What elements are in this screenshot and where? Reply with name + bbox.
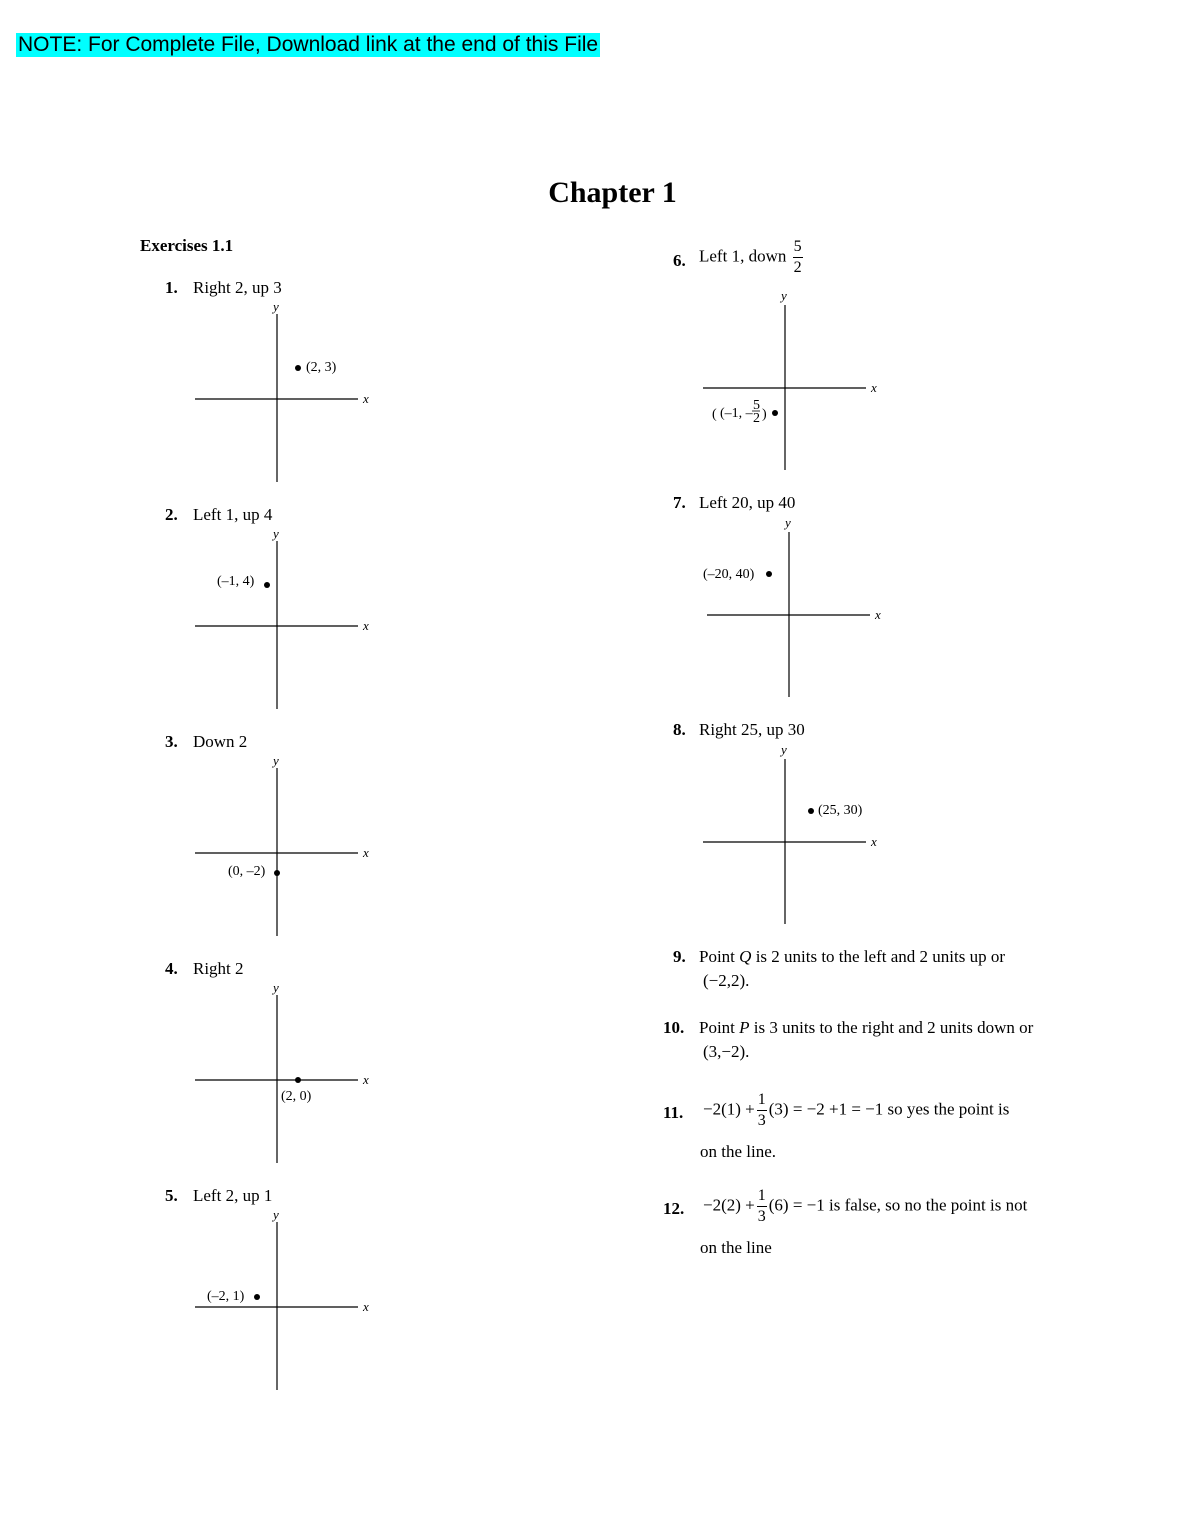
text-part: Point xyxy=(699,947,740,966)
text-part: is 2 units to the left and 2 units up or xyxy=(751,947,1006,966)
plotted-point xyxy=(254,1294,260,1300)
exercise-text: Right 25, up 30 xyxy=(699,720,805,739)
exercise-number: 9. xyxy=(673,947,686,966)
exercise-number: 11. xyxy=(663,1103,684,1122)
x-axis-label: x xyxy=(871,380,877,395)
coordinate-plot-1 xyxy=(190,298,380,484)
fraction xyxy=(757,1188,767,1225)
exercise-text: Right 2 xyxy=(193,959,244,978)
exercise-text: Left 2, up 1 xyxy=(193,1186,273,1205)
exercise-expression xyxy=(703,1188,1027,1225)
fraction-denominator: 3 xyxy=(757,1208,766,1225)
exercise-number: 1. xyxy=(165,278,178,297)
point-label: (2, 0) xyxy=(281,1089,312,1104)
y-axis-label: y xyxy=(273,526,279,541)
x-axis-label: x xyxy=(363,618,369,633)
y-axis-label: y xyxy=(273,980,279,995)
fraction-denominator: 2 xyxy=(793,259,802,276)
exercise-text-line-2: (−2,2). xyxy=(703,971,750,990)
point-label-frac-den: 2 xyxy=(753,411,760,426)
download-note: NOTE: For Complete File, Download link at the end of this File xyxy=(18,33,599,56)
exercise-number: 2. xyxy=(165,505,178,524)
exercise-text-line-2: (3,−2). xyxy=(703,1042,750,1061)
point-label: (–20, 40) xyxy=(703,567,755,582)
x-axis-label: x xyxy=(363,391,369,406)
exercise-expression xyxy=(703,1092,1009,1129)
coordinate-plot-8 xyxy=(698,741,888,927)
expression-part: −2(1) + xyxy=(703,1099,755,1119)
point-label-suffix: ) xyxy=(762,407,767,422)
point-label: (0, –2) xyxy=(228,864,266,879)
plotted-point xyxy=(295,365,301,371)
exercise-text: Left 20, up 40 xyxy=(699,493,796,512)
exercise-text-line-2: on the line xyxy=(700,1238,772,1257)
exercise-text: Right 2, up 3 xyxy=(193,278,282,297)
x-axis-label: x xyxy=(875,607,881,622)
point-label-prefix: ( xyxy=(712,407,717,422)
plotted-point xyxy=(264,582,270,588)
y-axis-label: y xyxy=(781,742,787,757)
point-label-frac-num: 5 xyxy=(753,398,760,413)
coordinate-plot-4 xyxy=(190,979,380,1165)
exercise-number: 10. xyxy=(663,1018,685,1037)
expression-part: (3) = −2 +1 = −1 so yes the point is xyxy=(768,1099,1010,1119)
point-variable: P xyxy=(739,1018,750,1037)
point-label: (–2, 1) xyxy=(207,1289,245,1304)
expression-part: (6) = −1 is false, so no the point is not xyxy=(768,1195,1028,1215)
text-part: is 3 units to the right and 2 units down or xyxy=(749,1018,1034,1037)
exercise-number: 12. xyxy=(663,1199,685,1218)
plotted-point xyxy=(772,410,778,416)
coordinate-plot-2 xyxy=(190,525,380,711)
point-variable: Q xyxy=(739,947,752,966)
point-label: (–1, 4) xyxy=(217,574,255,589)
exercise-text-line-2: on the line. xyxy=(700,1142,777,1161)
plotted-point xyxy=(766,571,772,577)
exercise-text-main: Left 1, down xyxy=(699,246,787,266)
point-label: (–1, – xyxy=(720,406,753,421)
exercise-text-line-1 xyxy=(699,945,1005,969)
x-axis-label: x xyxy=(871,834,877,849)
point-label: (25, 30) xyxy=(818,803,863,818)
fraction xyxy=(757,1092,767,1129)
fraction-numerator: 1 xyxy=(757,1188,767,1207)
exercise-number: 5. xyxy=(165,1186,178,1205)
exercise-text: Down 2 xyxy=(193,732,248,751)
exercise-text: Left 1, up 4 xyxy=(193,505,273,524)
fraction-denominator: 3 xyxy=(757,1112,766,1129)
exercise-number: 4. xyxy=(165,959,178,978)
y-axis-label: y xyxy=(781,288,787,303)
chapter-title: Chapter 1 xyxy=(548,176,677,209)
x-axis-label: x xyxy=(363,1072,369,1087)
text-part: Point xyxy=(699,1018,740,1037)
y-axis-label: y xyxy=(273,1207,279,1222)
fraction-numerator: 1 xyxy=(757,1092,767,1111)
coordinate-plot-7 xyxy=(702,514,892,700)
exercise-number: 8. xyxy=(673,720,686,739)
coordinate-plot-5 xyxy=(190,1206,380,1392)
fraction-numerator: 5 xyxy=(793,239,803,258)
fraction xyxy=(793,239,803,276)
plotted-point xyxy=(808,808,814,814)
x-axis-label: x xyxy=(363,1299,369,1314)
plotted-point xyxy=(295,1077,301,1083)
coordinate-plot-3 xyxy=(190,752,380,938)
point-label: (2, 3) xyxy=(306,360,337,375)
coordinate-plot-6 xyxy=(698,287,888,473)
y-axis-label: y xyxy=(273,753,279,768)
exercise-number: 6. xyxy=(673,251,686,270)
expression-part: −2(2) + xyxy=(703,1195,755,1215)
plotted-point xyxy=(274,870,280,876)
y-axis-label: y xyxy=(273,299,279,314)
exercise-text-line-1 xyxy=(699,1016,1033,1040)
y-axis-label: y xyxy=(785,515,791,530)
x-axis-label: x xyxy=(363,845,369,860)
exercise-number: 7. xyxy=(673,493,686,512)
exercise-number: 3. xyxy=(165,732,178,751)
exercise-text xyxy=(699,239,805,276)
section-title: Exercises 1.1 xyxy=(140,236,234,255)
